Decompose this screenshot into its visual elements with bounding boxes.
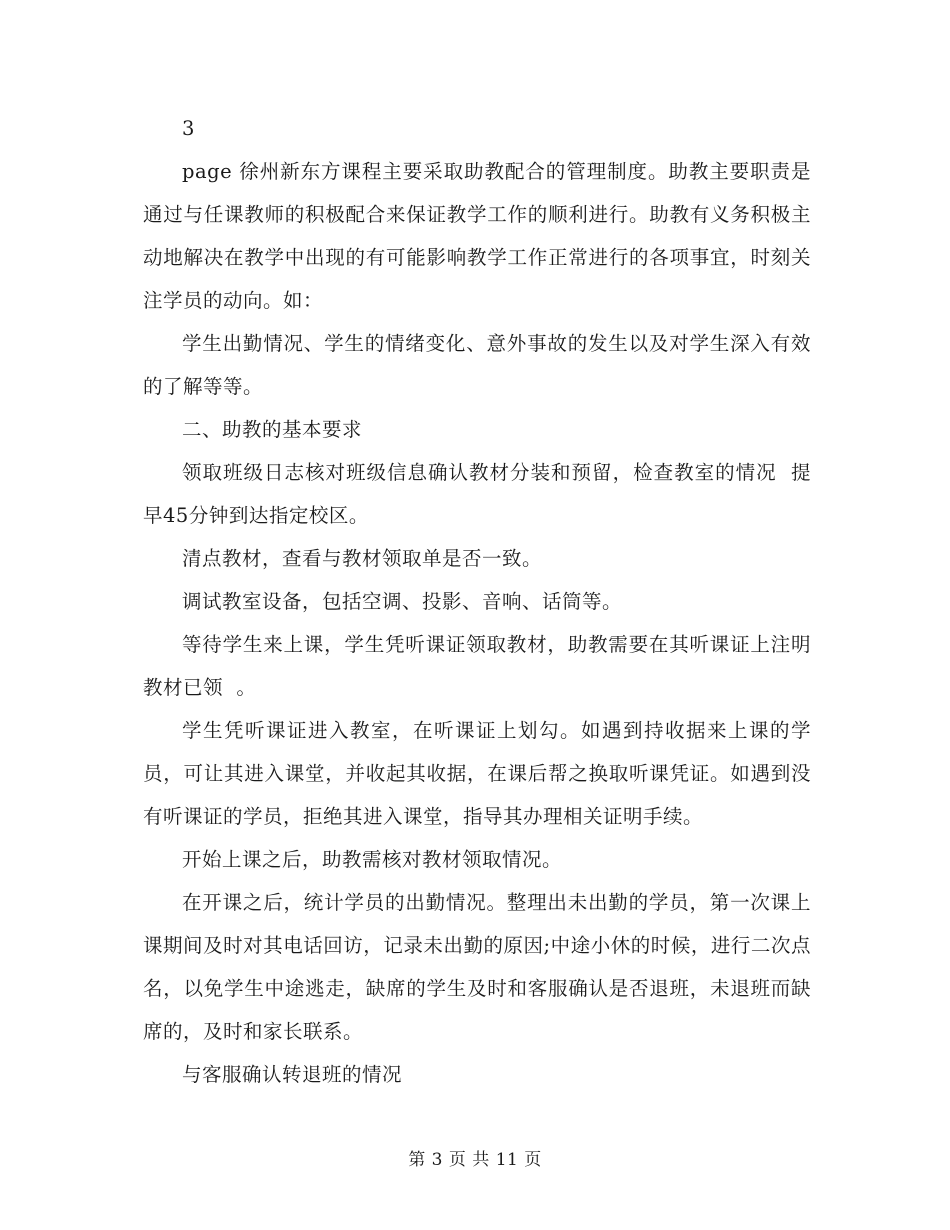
section-heading: 二、助教的基本要求 (182, 418, 363, 441)
document-body (143, 107, 825, 1096)
paragraph-count-materials: 清点教材，查看与教材领取单是否一致。 (182, 547, 543, 570)
paragraph-class-log: 领取班级日志核对班级信息确认教材分装和预留，检查教室的情况 提早45分钟到达指定校区。 (143, 461, 811, 527)
paragraph-issue-materials: 等待学生来上课，学生凭听课证领取教材，助教需要在其听课证上注明 教材已领 。 (143, 633, 825, 699)
paragraph-attention-items: 学生出勤情况、学生的情绪变化、意外事故的发生以及对学生深入有效的了解等等。 (143, 332, 811, 398)
paragraph-enter-classroom: 学生凭听课证进入教室，在听课证上划勾。如遇到持收据来上课的学员，可让其进入课堂，并收起其收据，在课后帮之换取听课凭证。如遇到没有听课证的学员，拒绝其进入课堂，指导其办理相关证明手续。 (143, 719, 811, 828)
paragraph-transfer-confirm: 与客服确认转退班的情况 (182, 1063, 403, 1086)
page-number-line: 3 (182, 117, 195, 140)
paragraph-check-materials: 开始上课之后，助教需核对教材领取情况。 (182, 848, 563, 871)
paragraph-test-equipment: 调试教室设备，包括空调、投影、音响、话筒等。 (182, 590, 623, 613)
paragraph-attendance: 在开课之后，统计学员的出勤情况。整理出未出勤的学员，第一次课上课期间及时对其电话回访，记录未出勤的原因;中途小休的时候，进行二次点名，以免学生中途逃走，缺席的学生及时和客服确认是否退班，未退班而缺席的，及时和家长联系。 (143, 891, 811, 1043)
paragraph-intro: page 徐州新东方课程主要采取助教配合的管理制度。助教主要职责是通过与任课教师的积极配合来保证教学工作的顺利进行。助教有义务积极主动地解决在教学中出现的有可能影响教学工作正常进行的各项事宜，时刻关注学员的动向。如： (143, 160, 811, 312)
page-footer: 第 3 页 共 11 页 (408, 1150, 542, 1170)
